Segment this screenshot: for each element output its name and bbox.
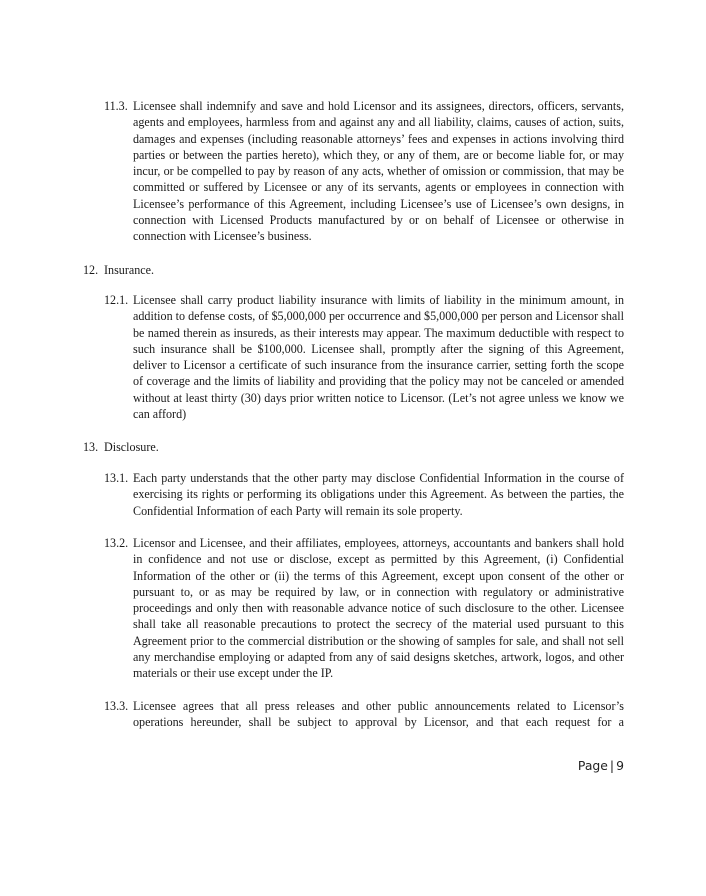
section-number: 12.1. <box>104 293 129 307</box>
section-text: Licensee shall indemnify and save and hold Licensor and its assignees, directors, officers, servants, agents and employees, harmless from and against any and all liability, claims, causes of action, suits, damages and expenses (including reasonable attorneys’ fees and expenses in actions involving third parties or between the parties hereto), which they, or any of them, are or become liable for, or may incur, or be compelled to pay by reason of any acts, whether of omission or commission, that may be committed or suffered by Licensee or any of its servants, agents or employees in connection with Licensee’s performance of this Agreement, including Licensee’s use of Licensee’s own designs, in connection with Licensed Products manufactured by or on behalf of Licensee or otherwise in connection with Licensee’s business. <box>133 99 624 244</box>
section-text: Licensor and Licensee, and their affiliates, employees, attorneys, accountants and bankers shall hold in confidence and not use or disclose, except as permitted by this Agreement, (i) Confidential Information of the other or (ii) the terms of this Agreement, except upon consent of the other or pursuant to, or as may be required by law, or in connection with regulatory or administrative proceedings and only then with reasonable advance notice of such disclosure to the other. Licensee shall take all reasonable precautions to protect the secrecy of the material used pursuant to this Agreement prior to the commercial distribution or the showing of samples for sale, and shall not sell any merchandise employing or adapted from any of said designs sketches, artwork, logos, and other materials or their use except under the IP. <box>133 536 624 681</box>
section-12-heading <box>83 262 154 278</box>
page-number: 9 <box>616 758 624 773</box>
section-title: Disclosure. <box>104 440 159 454</box>
page-label: Page <box>577 758 608 773</box>
section-13-heading <box>83 439 159 455</box>
section-title: Insurance. <box>104 263 155 277</box>
section-13-2 <box>104 535 624 682</box>
section-11-3 <box>104 98 624 245</box>
section-number: 13. <box>83 440 99 454</box>
section-number: 13.3. <box>104 699 129 713</box>
section-12-1 <box>104 292 624 422</box>
section-number: 13.2. <box>104 536 129 550</box>
section-text: Licensee shall carry product liability insurance with limits of liability in the minimum amount, in addition to defense costs, of $5,000,000 per occurrence and $5,000,000 per person and Licensor shall be named therein as insureds, as their interests may appear. The maximum deductible with respect to such insurance shall be $100,000. Licensee shall, promptly after the signing of this Agreement, deliver to Licensor a certificate of such insurance from the insurance carrier, setting forth the scope of coverage and the limits of liability and providing that the policy may not be canceled or amended without at least thirty (30) days prior written notice to Licensor. (Let’s not agree unless we know we can afford) <box>133 293 624 422</box>
section-text: Each party understands that the other party may disclose Confidential Information in the course of exercising its rights or performing its obligations under this Agreement. As between the parties, the Confidential Information of each Party will remain its sole property. <box>133 471 624 518</box>
section-13-1 <box>104 470 624 519</box>
section-13-3 <box>104 698 624 731</box>
page-separator: | <box>609 758 615 773</box>
section-text: Licensee agrees that all press releases and other public announcements related to Licensor’s operations hereunder, shall be subject to approval by Licensor, and that each request for a <box>133 699 624 730</box>
section-number: 13.1. <box>104 471 129 485</box>
section-number: 11.3. <box>104 99 128 113</box>
section-number: 12. <box>83 263 99 277</box>
page-footer <box>578 758 624 773</box>
